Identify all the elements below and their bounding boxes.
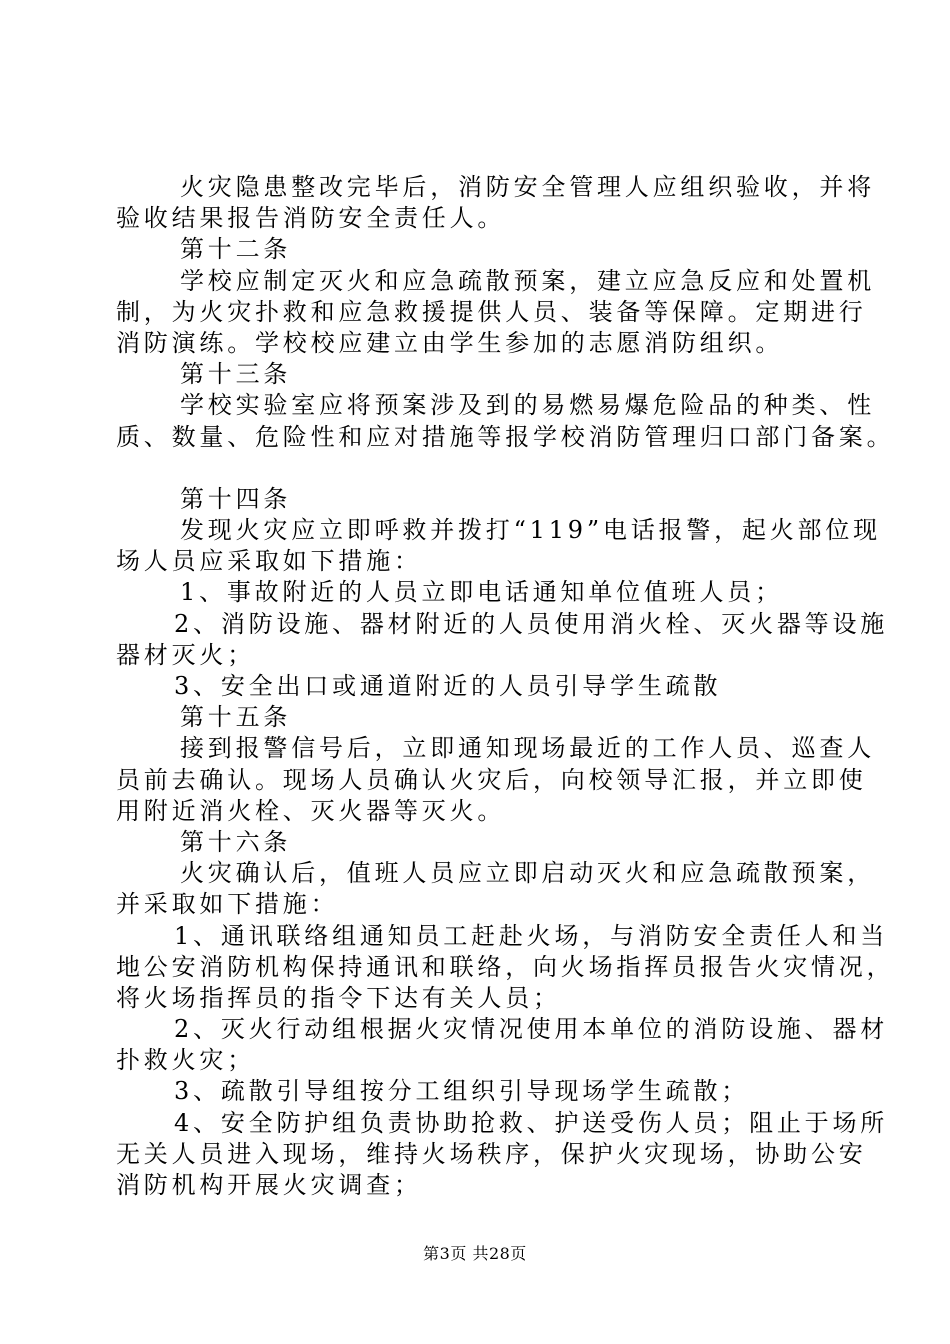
- list-item: 4、安全防护组负责协助抢救、护送受伤人员；阻止于场所: [174, 1108, 889, 1137]
- document-body: [116, 172, 895, 1201]
- paragraph-line: 器材灭火；: [116, 640, 255, 669]
- paragraph-line: 消防演练。学校校应建立由学生参加的志愿消防组织。: [116, 328, 784, 357]
- paragraph-line: 发现火灾应立即呼救并拨打“119”电话报警，起火部位现: [180, 516, 881, 545]
- list-item: 2、消防设施、器材附近的人员使用消火栓、灭火器等设施: [174, 609, 889, 638]
- paragraph-line: 验收结果报告消防安全责任人。: [116, 204, 506, 233]
- paragraph-line: 接到报警信号后，立即通知现场最近的工作人员、巡查人: [180, 734, 875, 763]
- paragraph-line: 火灾确认后，值班人员应立即启动灭火和应急疏散预案，: [180, 859, 875, 888]
- article-heading: 第十六条: [180, 827, 292, 856]
- article-heading: 第十四条: [180, 484, 292, 513]
- paragraph-line: 并采取如下措施：: [116, 890, 339, 919]
- paragraph-line: 学校实验室应将预案涉及到的易燃易爆危险品的种类、性: [180, 391, 875, 420]
- paragraph-line: 制，为火灾扑救和应急救援提供人员、装备等保障。定期进行: [116, 297, 867, 326]
- page-number-footer: 第3页 共28页: [423, 1244, 527, 1263]
- article-heading: 第十五条: [180, 703, 292, 732]
- blank-line: [116, 453, 836, 484]
- article-heading: 第十三条: [180, 360, 292, 389]
- paragraph-line: 用附近消火栓、灭火器等灭火。: [116, 796, 506, 825]
- paragraph-line: 学校应制定灭火和应急疏散预案，建立应急反应和处置机: [180, 266, 875, 295]
- paragraph-line: 消防机构开展火灾调查；: [116, 1171, 422, 1199]
- paragraph-line: 扑救火灾；: [116, 1046, 255, 1075]
- list-item: 2、灭火行动组根据火灾情况使用本单位的消防设施、器材: [174, 1015, 889, 1044]
- paragraph-line: 质、数量、危险性和应对措施等报学校消防管理归口部门备案。: [116, 422, 895, 451]
- paragraph-line: 场人员应采取如下措施：: [116, 547, 422, 576]
- list-item: 1、事故附近的人员立即电话通知单位值班人员；: [180, 578, 783, 607]
- paragraph-line: 火灾隐患整改完毕后，消防安全管理人应组织验收，并将: [180, 173, 875, 201]
- article-heading: 第十二条: [180, 235, 292, 264]
- paragraph-line: 无关人员进入现场，维持火场秩序，保护火灾现场，协助公安: [116, 1139, 867, 1168]
- list-item: 3、安全出口或通道附近的人员引导学生疏散: [174, 672, 722, 700]
- paragraph-line: 地公安消防机构保持通讯和联络，向火场指挥员报告火灾情况，: [116, 952, 895, 981]
- paragraph-line: 将火场指挥员的指令下达有关人员；: [116, 983, 561, 1012]
- paragraph-line: 员前去确认。现场人员确认火灾后，向校领导汇报，并立即使: [116, 765, 867, 794]
- list-item: 1、通讯联络组通知员工赶赴火场，与消防安全责任人和当: [174, 921, 889, 950]
- list-item: 3、疏散引导组按分工组织引导现场学生疏散；: [174, 1077, 750, 1106]
